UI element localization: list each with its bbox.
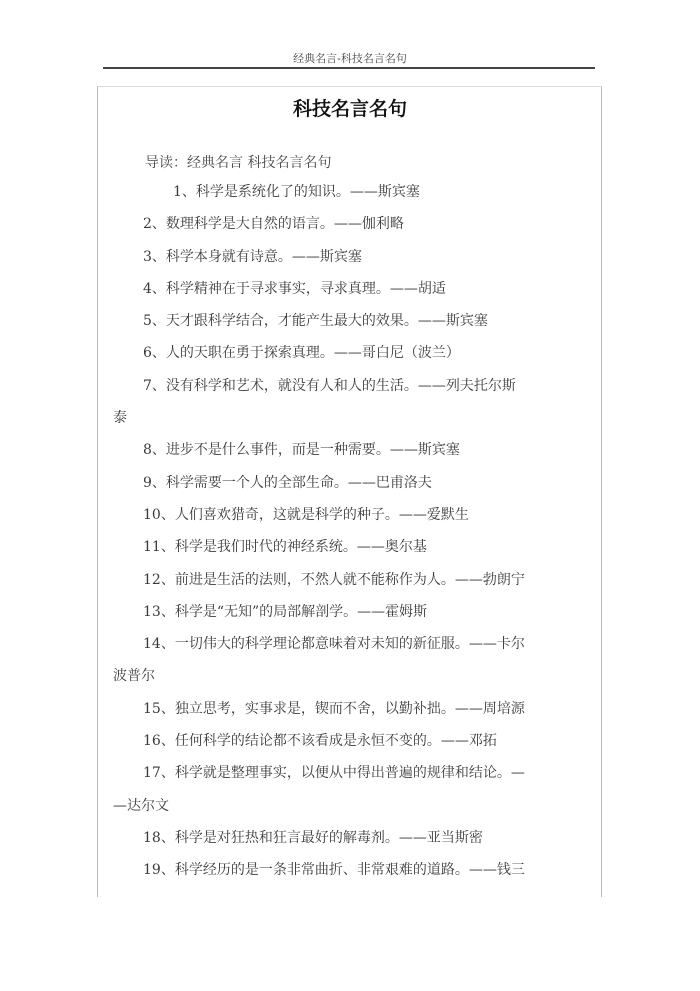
quote-line: 5、天才跟科学结合，才能产生最大的效果。——斯宾塞 [143,313,488,330]
quote-line: 10、人们喜欢猎奇，这就是科学的种子。——爱默生 [143,506,469,523]
quote-line: 13、科学是“无知”的局部解剖学。——霍姆斯 [143,603,428,620]
quote-line: 12、前进是生活的法则，不然人就不能称作为人。——勃朗宁 [143,571,525,588]
quote-list [113,176,593,887]
intro-text: 导读：经典名言 科技名言名句 [145,155,332,171]
quote-line: 15、独立思考，实事求是，锲而不舍，以勤补拙。——周培源 [143,700,525,717]
quote-line: 波普尔 [113,668,155,685]
quote-line: 17、科学就是整理事实，以便从中得出普遍的规律和结论。— [143,765,525,782]
running-header: 经典名言-科技名言名句 [293,52,407,65]
quote-line: 14、一切伟大的科学理论都意味着对未知的新征服。——卡尔 [143,636,525,653]
quote-line: —达尔文 [113,797,169,814]
quote-line: 7、没有科学和艺术，就没有人和人的生活。——列夫托尔斯 [143,377,516,394]
quote-line: 18、科学是对狂热和狂言最好的解毒剂。——亚当斯密 [143,829,483,846]
quote-line: 2、数理科学是大自然的语言。——伽利略 [143,216,404,233]
quote-line: 11、科学是我们时代的神经系统。——奥尔基 [143,539,427,556]
quote-line: 3、科学本身就有诗意。——斯宾塞 [143,248,362,265]
quote-line: 8、进步不是什么事件，而是一种需要。——斯宾塞 [143,442,460,459]
quote-line: 泰 [113,410,127,427]
quote-line: 16、任何科学的结论都不该看成是永恒不变的。——邓拓 [143,733,497,750]
quote-line: 1、科学是系统化了的知识。——斯宾塞 [173,184,420,200]
quote-line: 6、人的天职在勇于探索真理。——哥白尼（波兰） [143,345,460,362]
quote-line: 19、科学经历的是一条非常曲折、非常艰难的道路。——钱三 [143,862,525,879]
quote-line: 4、科学精神在于寻求事实，寻求真理。——胡适 [143,280,446,297]
header-divider [103,67,595,69]
quote-line: 9、科学需要一个人的全部生命。——巴甫洛夫 [143,474,432,491]
page-title: 科技名言名句 [292,98,407,120]
